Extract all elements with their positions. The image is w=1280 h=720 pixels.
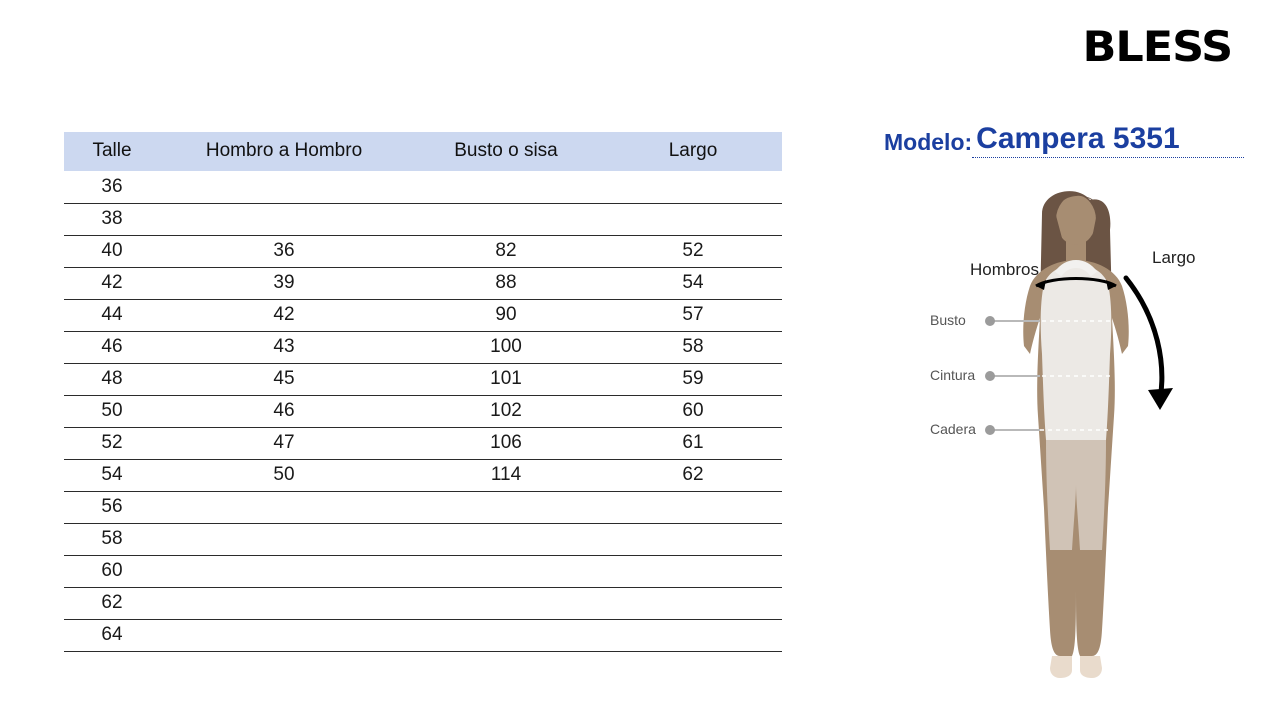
size-table-body (64, 171, 782, 651)
table-cell-largo: 61 (604, 427, 782, 459)
figure-label-largo: Largo (1152, 248, 1196, 267)
table-row (64, 523, 782, 555)
table-cell-busto: 82 (408, 235, 604, 267)
table-cell-talle: 44 (64, 299, 160, 331)
table-cell-talle: 42 (64, 267, 160, 299)
table-row (64, 267, 782, 299)
figure-label-hombros: Hombros (970, 260, 1039, 279)
table-cell-hombro (160, 203, 408, 235)
table-cell-largo (604, 203, 782, 235)
table-row (64, 619, 782, 651)
table-cell-busto (408, 491, 604, 523)
table-row (64, 331, 782, 363)
table-row (64, 299, 782, 331)
measurement-figure (930, 178, 1230, 688)
table-cell-talle: 48 (64, 363, 160, 395)
table-cell-busto (408, 171, 604, 203)
table-cell-hombro (160, 555, 408, 587)
table-cell-hombro: 39 (160, 267, 408, 299)
table-cell-busto: 88 (408, 267, 604, 299)
table-row (64, 171, 782, 203)
table-cell-talle: 56 (64, 491, 160, 523)
table-cell-talle: 36 (64, 171, 160, 203)
table-cell-hombro: 36 (160, 235, 408, 267)
column-header-hombro: Hombro a Hombro (160, 132, 408, 171)
table-cell-largo: 52 (604, 235, 782, 267)
table-cell-hombro: 42 (160, 299, 408, 331)
table-cell-hombro (160, 491, 408, 523)
table-row (64, 363, 782, 395)
figure-label-busto: Busto (930, 312, 966, 328)
table-cell-talle: 40 (64, 235, 160, 267)
table-cell-busto: 100 (408, 331, 604, 363)
table-cell-talle: 58 (64, 523, 160, 555)
table-cell-largo: 54 (604, 267, 782, 299)
table-cell-talle: 52 (64, 427, 160, 459)
table-cell-largo (604, 587, 782, 619)
column-header-busto: Busto o sisa (408, 132, 604, 171)
table-row (64, 427, 782, 459)
table-cell-busto (408, 587, 604, 619)
table-cell-largo (604, 491, 782, 523)
table-cell-largo: 57 (604, 299, 782, 331)
table-cell-busto (408, 523, 604, 555)
figure-label-cintura: Cintura (930, 367, 976, 383)
model-label: Modelo: (884, 129, 973, 155)
table-cell-hombro: 43 (160, 331, 408, 363)
table-cell-largo: 58 (604, 331, 782, 363)
table-cell-talle: 60 (64, 555, 160, 587)
table-cell-talle: 38 (64, 203, 160, 235)
table-cell-busto (408, 555, 604, 587)
table-cell-talle: 50 (64, 395, 160, 427)
table-cell-hombro: 46 (160, 395, 408, 427)
table-cell-largo (604, 555, 782, 587)
table-cell-hombro: 45 (160, 363, 408, 395)
table-cell-hombro: 47 (160, 427, 408, 459)
table-cell-busto: 114 (408, 459, 604, 491)
table-cell-hombro: 50 (160, 459, 408, 491)
table-row (64, 459, 782, 491)
table-cell-largo: 60 (604, 395, 782, 427)
table-row (64, 203, 782, 235)
model-value: Campera 5351 (972, 122, 1244, 158)
table-row (64, 587, 782, 619)
table-cell-talle: 54 (64, 459, 160, 491)
table-cell-busto (408, 619, 604, 651)
column-header-largo: Largo (604, 132, 782, 171)
table-cell-talle: 46 (64, 331, 160, 363)
table-cell-hombro (160, 587, 408, 619)
table-cell-largo (604, 523, 782, 555)
table-row (64, 235, 782, 267)
table-cell-hombro (160, 619, 408, 651)
table-cell-talle: 62 (64, 587, 160, 619)
size-table-container (64, 132, 782, 652)
table-cell-largo (604, 619, 782, 651)
table-cell-busto: 90 (408, 299, 604, 331)
size-table (64, 132, 782, 652)
figure-label-cadera: Cadera (930, 421, 976, 437)
table-cell-busto: 102 (408, 395, 604, 427)
size-table-header (64, 132, 782, 171)
table-cell-busto: 101 (408, 363, 604, 395)
table-row (64, 395, 782, 427)
table-cell-largo: 59 (604, 363, 782, 395)
table-cell-hombro (160, 171, 408, 203)
table-row (64, 555, 782, 587)
table-cell-busto (408, 203, 604, 235)
table-row (64, 491, 782, 523)
brand-logo: BLESS (1082, 22, 1232, 71)
table-cell-largo (604, 171, 782, 203)
table-header-row (64, 132, 782, 171)
column-header-talle: Talle (64, 132, 160, 171)
model-line (884, 122, 1244, 158)
table-cell-talle: 64 (64, 619, 160, 651)
table-cell-largo: 62 (604, 459, 782, 491)
table-cell-busto: 106 (408, 427, 604, 459)
table-cell-hombro (160, 523, 408, 555)
